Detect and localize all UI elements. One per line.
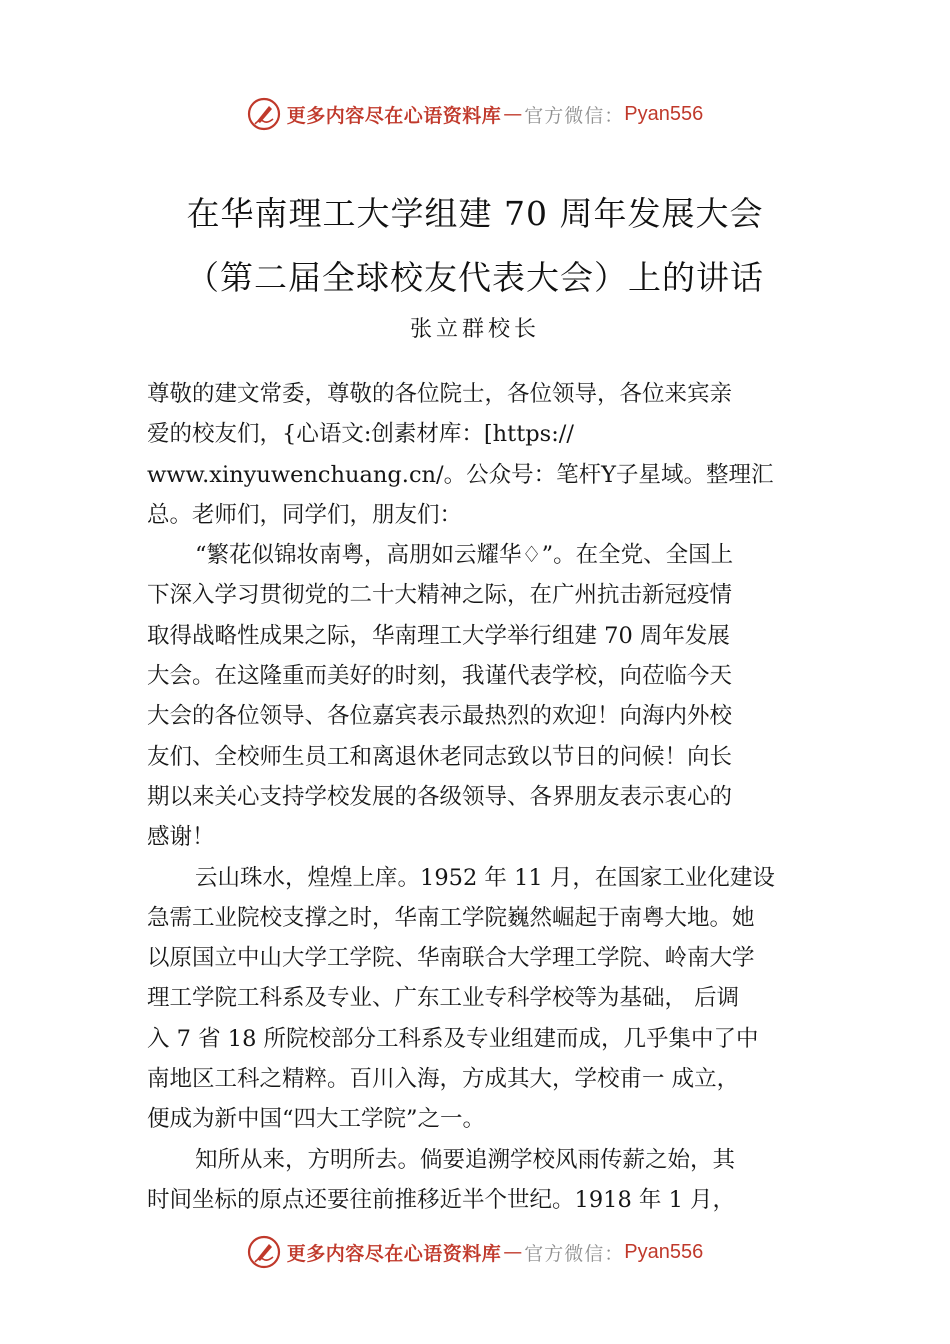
watermark-handle: Pyan556: [624, 1240, 704, 1263]
watermark-handle: Pyan556: [624, 102, 704, 125]
watermark-brand: 更多内容尽在心语资料库: [286, 104, 502, 127]
document-title-line-1: 在华南理工大学组建 70 周年发展大会: [186, 194, 764, 233]
brand-logo-icon: [247, 1235, 281, 1269]
text-line: 急需工业院校支撑之时，华南工学院巍然崛起于南粤大地。她: [147, 904, 755, 931]
paragraph-history: [147, 858, 837, 1140]
text-line: 下深入学习贯彻党的二十大精神之际，在广州抗击新冠疫情: [147, 582, 733, 609]
paragraph-salutation: [147, 374, 837, 535]
header-watermark: [0, 96, 950, 132]
watermark-dash: —: [503, 103, 523, 125]
text-line: 入 7 省 18 所院校部分工科系及专业组建而成，几乎集中了中: [147, 1025, 759, 1052]
text-line: 大会的各位领导、各位嘉宾表示最热烈的欢迎！向海内外校: [147, 703, 733, 730]
paragraph-origins: [147, 1140, 837, 1221]
text-line: 以原国立中山大学工学院、华南联合大学理工学院、岭南大学: [147, 945, 755, 972]
text-line: 感谢！: [147, 824, 215, 851]
document-title-line-2: （第二届全球校友代表大会）上的讲话: [186, 258, 764, 297]
text-line: 友们、全校师生员工和离退休老同志致以节日的问候！向长: [147, 743, 733, 770]
text-line: 便成为新中国“四大工学院”之一。: [147, 1106, 486, 1133]
text-line: 爱的校友们，{心语文:创素材库：[https://: [147, 421, 574, 448]
text-line: 时间坐标的原点还要往前推移近半个世纪。1918 年 1 月，: [147, 1186, 736, 1213]
footer-watermark: [0, 1234, 950, 1270]
text-line: 知所从来，方明所去。倘要追溯学校风雨传薪之始，其: [195, 1146, 736, 1173]
watermark-wechat-label: 官方微信：: [524, 104, 625, 127]
text-line: “繁花似锦妆南粤，高朋如云耀华♢”。在全党、全国上: [195, 542, 734, 569]
text-line: 南地区工科之精粹。百川入海，方成其大，学校甫一 成立，: [147, 1066, 740, 1093]
document-body: [147, 374, 837, 1220]
text-line: 大会。在这隆重而美好的时刻，我谨代表学校，向莅临今天: [147, 663, 733, 690]
text-line: 理工学院工科系及专业、广东工业专科学校等为基础， 后调: [147, 985, 740, 1012]
brand-logo-icon: [247, 97, 281, 131]
watermark-dash: —: [503, 1241, 523, 1263]
paragraph-welcome: [147, 535, 837, 857]
watermark-brand: 更多内容尽在心语资料库: [286, 1242, 502, 1265]
document-author: 张立群校长: [409, 317, 540, 342]
text-line: 取得战略性成果之际，华南理工大学举行组建 70 周年发展: [147, 622, 730, 649]
text-line: 尊敬的建文常委，尊敬的各位院士，各位领导，各位来宾亲: [147, 381, 733, 407]
text-line: 总。老师们，同学们，朋友们：: [147, 501, 463, 528]
text-line: 期以来关心支持学校发展的各级领导、各界朋友表示衷心的: [147, 783, 733, 810]
watermark-wechat-label: 官方微信：: [524, 1242, 625, 1265]
text-line: 云山珠水，煌煌上庠。1952 年 11 月，在国家工业化建设: [195, 864, 775, 891]
text-line: www.xinyuwenchuang.cn/。公众号：笔杆Y子星域。整理汇: [147, 461, 774, 488]
